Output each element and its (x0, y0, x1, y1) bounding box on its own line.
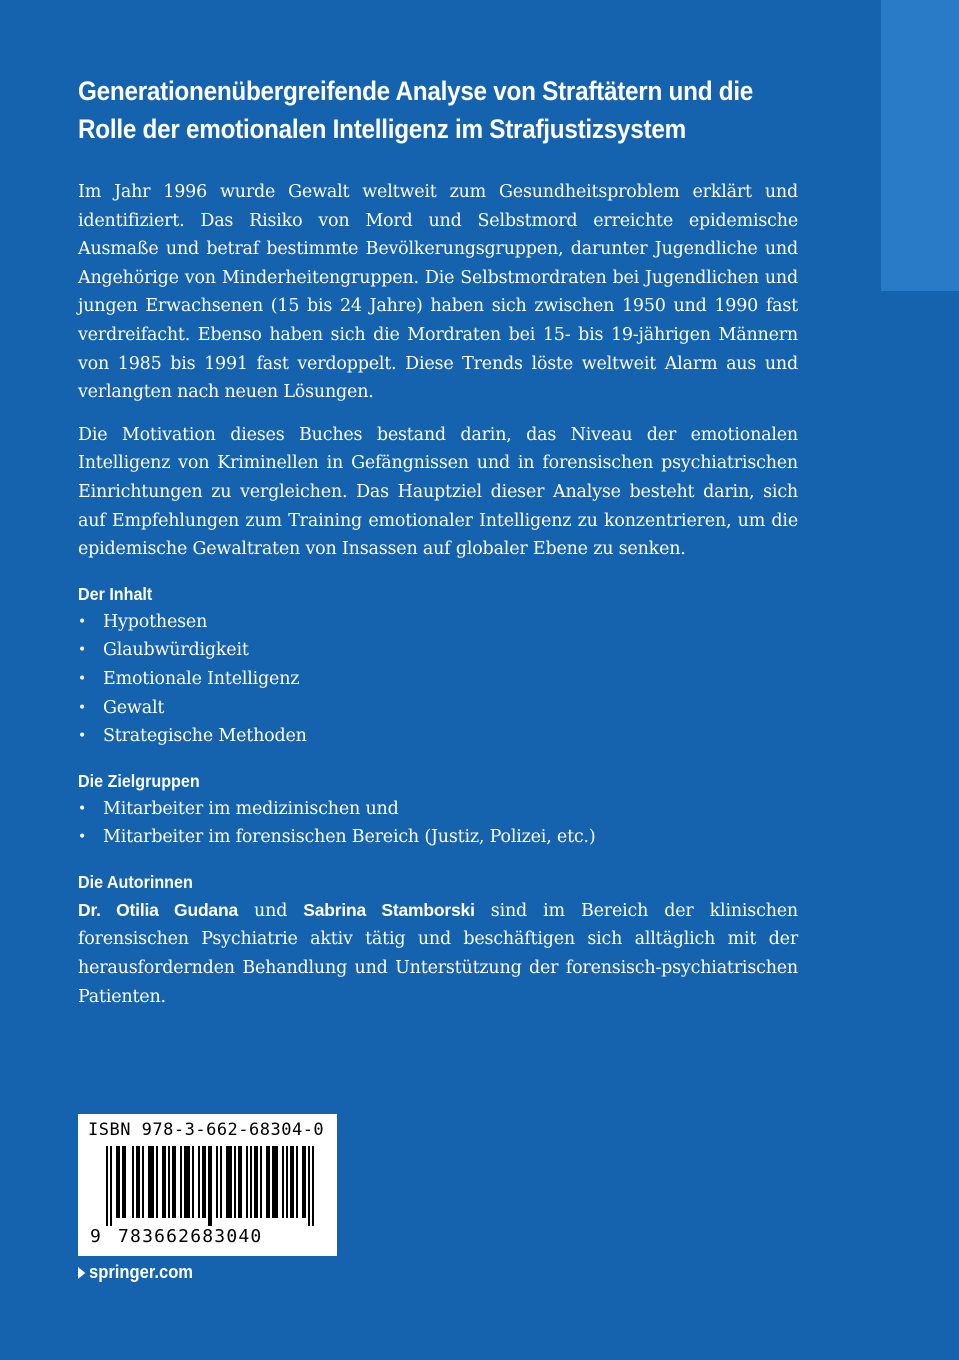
arrow-right-icon (78, 1267, 85, 1279)
intro-paragraph: Im Jahr 1996 wurde Gewalt weltweit zum Gesundheitsproblem erklärt und identifiziert. Das Risiko von Mord und Selbstmord erreichte epidemische Ausmaße und betraf bestimmte Bevölkerungsgruppen, darunter Jugendliche und Angehörige von Minderheitengruppen. Die Selbstmordraten bei Jugendlichen und jungen Erwachsenen (15 bis 24 Jahre) haben sich zwischen 1950 und 1990 fast verdreifacht. Ebenso haben sich die Mordraten bei 15- bis 19-jährigen Männern von 1985 bis 1991 fast verdoppelt. Diese Trends löste weltweit Alarm aus und verlangten nach neuen Lösungen. (78, 182, 798, 403)
autorinnen-paragraph (78, 896, 798, 1011)
back-cover-content (78, 72, 798, 1011)
isbn-barcode (78, 1114, 337, 1256)
list-item-text: Mitarbeiter im forensischen Bereich (Justiz, Polizei, etc.) (103, 827, 596, 848)
bullet-icon: • (78, 829, 87, 846)
list-item-text: Hypothesen (103, 611, 208, 632)
ean-first-digit: 9 (90, 1226, 101, 1247)
list-item (78, 795, 798, 824)
bullet-icon: • (78, 642, 87, 659)
bullet-icon: • (78, 670, 87, 687)
bullet-icon: • (78, 613, 87, 630)
bullet-icon: • (78, 699, 87, 716)
springer-website: springer.com (89, 1262, 194, 1282)
list-item (78, 665, 798, 694)
list-item-text: Emotionale Intelligenz (103, 668, 300, 689)
author-name-1: Dr. Otilia Gudana (78, 899, 238, 920)
inhalt-list (78, 608, 798, 751)
barcode-icon (106, 1146, 318, 1226)
accent-bar (881, 0, 959, 291)
book-title (78, 72, 789, 148)
list-item (78, 694, 798, 723)
springer-link[interactable] (78, 1262, 193, 1283)
list-item-text: Mitarbeiter im medizinischen und (103, 798, 399, 819)
isbn-label: ISBN 978-3-662-68304-0 (88, 1120, 325, 1140)
author-name-2: Sabrina Stamborski (303, 899, 475, 920)
list-item (78, 722, 798, 751)
list-item (78, 608, 798, 637)
list-item (78, 636, 798, 665)
author-connector: und (237, 900, 304, 921)
list-item (78, 823, 798, 852)
zielgruppen-heading: Die Zielgruppen (78, 770, 200, 791)
list-item-text: Strategische Methoden (103, 726, 307, 747)
bullet-icon: • (78, 728, 87, 745)
motivation-paragraph: Die Motivation dieses Buches bestand darin, das Niveau der emotionalen Intelligenz von Kriminellen in Gefängnissen und in forensischen psychiatrischen Einrichtungen zu vergleichen. Das Hauptziel dieser Analyse besteht darin, sich auf Empfehlungen zum Training emotionaler Intelligenz zu konzentrieren, um die epidemische Gewaltraten von Insassen auf globaler Ebene zu senken. (78, 424, 798, 560)
inhalt-heading: Der Inhalt (78, 583, 153, 604)
title-line-2: Rolle der emotionalen Intelligenz im Strafjustizsystem (78, 114, 686, 144)
list-item-text: Gewalt (103, 697, 165, 718)
zielgruppen-list (78, 795, 798, 852)
autorinnen-heading: Die Autorinnen (78, 871, 193, 892)
autorinnen-text: sind im Bereich der klinischen forensischen Psychiatrie aktiv tätig und beschäftigen sich alltäglich mit der herausfordernden Behandlung und Unterstützung der forensisch-psychiatrischen Patienten. (78, 900, 798, 1007)
list-item-text: Glaubwürdigkeit (103, 640, 249, 661)
bullet-icon: • (78, 800, 87, 817)
title-line-1: Generationenübergreifende Analyse von Straftätern und die (78, 76, 754, 106)
ean-digits: 783662683040 (118, 1226, 263, 1247)
